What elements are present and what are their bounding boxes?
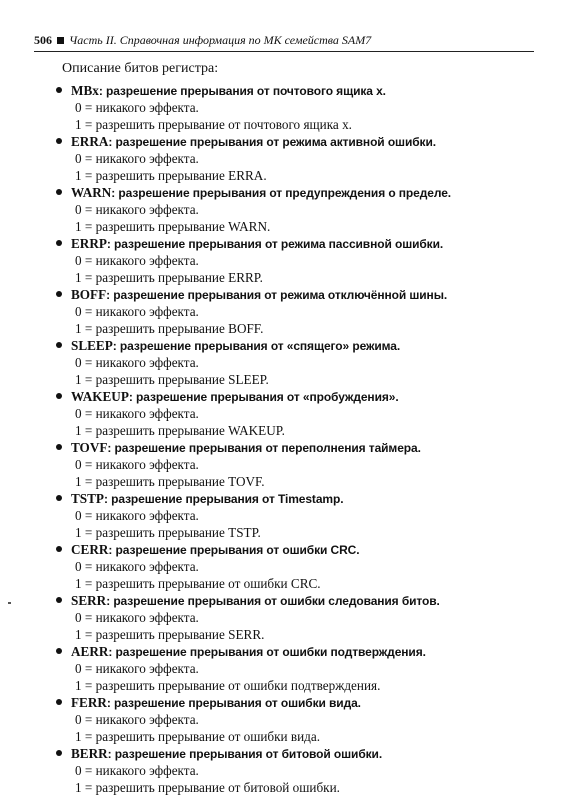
bit-entry-heading <box>56 82 536 100</box>
bit-entry <box>56 541 536 592</box>
bullet-icon <box>56 291 62 297</box>
bit-description: : разрешение прерывания от Timestamp. <box>103 492 344 506</box>
bullet-icon <box>56 597 62 603</box>
bit-value-zero: 0 = никакого эффекта. <box>75 100 199 115</box>
bit-value-zero: 0 = никакого эффекта. <box>75 508 199 523</box>
bit-value-zero: 0 = никакого эффекта. <box>75 712 199 727</box>
header-divider <box>34 51 534 52</box>
bit-entry-heading <box>56 439 536 457</box>
bit-value-zero: 0 = никакого эффекта. <box>75 610 199 625</box>
bit-value-zero: 0 = никакого эффекта. <box>75 559 199 574</box>
header-title: Часть II. Справочная информация по МК семейства SAM7 <box>69 33 372 47</box>
bit-name: MBx <box>71 83 99 98</box>
bit-description: : разрешение прерывания от «спящего» режима. <box>112 339 401 353</box>
bit-value-one: 1 = разрешить прерывание от ошибки подтверждения. <box>75 677 381 693</box>
bit-entry <box>56 439 536 490</box>
bit-entry-heading <box>56 541 536 559</box>
bit-value-one: 1 = разрешить прерывание WAKEUP. <box>75 422 285 438</box>
bit-value-one: 1 = разрешить прерывание TSTP. <box>75 524 261 540</box>
bit-value-one: 1 = разрешить прерывание от ошибки CRC. <box>75 575 321 591</box>
bit-value-zero: 0 = никакого эффекта. <box>75 253 199 268</box>
bit-entry <box>56 286 536 337</box>
bit-entry <box>56 337 536 388</box>
bullet-icon <box>56 189 62 195</box>
section-intro: Описание битов регистра: <box>62 61 219 76</box>
bit-value-zero: 0 = никакого эффекта. <box>75 661 199 676</box>
bit-entry-heading <box>56 745 536 763</box>
bit-name: CERR <box>71 542 109 557</box>
bit-entry <box>56 388 536 439</box>
bullet-icon <box>56 699 62 705</box>
bit-name: SERR <box>71 593 107 608</box>
page-number: 506 <box>34 33 52 47</box>
bit-entry <box>56 592 536 643</box>
bit-value-zero: 0 = никакого эффекта. <box>75 202 199 217</box>
bit-value-one: 1 = разрешить прерывание BOFF. <box>75 320 264 336</box>
bit-name: WAKEUP <box>71 389 129 404</box>
bit-entry-heading <box>56 286 536 304</box>
bullet-icon <box>56 546 62 552</box>
running-header <box>34 33 534 51</box>
bit-entry <box>56 643 536 694</box>
bullet-icon <box>56 342 62 348</box>
bit-value-zero: 0 = никакого эффекта. <box>75 763 199 778</box>
bit-value-one: 1 = разрешить прерывание WARN. <box>75 218 271 234</box>
bit-entry <box>56 82 536 133</box>
bit-name: BERR <box>71 746 108 761</box>
bit-description: : разрешение прерывания от режима пассивной ошибки. <box>106 237 444 251</box>
bullet-icon <box>56 495 62 501</box>
bit-name: TSTP <box>71 491 104 506</box>
bit-value-one: 1 = разрешить прерывание TOVF. <box>75 473 265 489</box>
bit-entry <box>56 184 536 235</box>
bit-description: : разрешение прерывания от почтового ящика x. <box>98 84 386 98</box>
bit-name: BOFF <box>71 287 107 302</box>
bit-entry <box>56 694 536 745</box>
bullet-icon <box>56 444 62 450</box>
bullet-icon <box>56 138 62 144</box>
bit-value-zero: 0 = никакого эффекта. <box>75 151 199 166</box>
bit-description: : разрешение прерывания от переполнения таймера. <box>107 441 421 455</box>
bit-value-one: 1 = разрешить прерывание SLEEP. <box>75 371 269 387</box>
bit-entry-heading <box>56 133 536 151</box>
bit-entry-heading <box>56 643 536 661</box>
bullet-icon <box>56 750 62 756</box>
bit-description: : разрешение прерывания от ошибки вида. <box>106 696 361 710</box>
bit-description: : разрешение прерывания от ошибки подтверждения. <box>108 645 426 659</box>
bit-entry <box>56 235 536 286</box>
bit-name: SLEEP <box>71 338 113 353</box>
bit-name: FERR <box>71 695 107 710</box>
bit-entry-heading <box>56 490 536 508</box>
bit-value-zero: 0 = никакого эффекта. <box>75 457 199 472</box>
bit-entry <box>56 490 536 541</box>
bit-description: : разрешение прерывания от предупреждения о пределе. <box>111 186 452 200</box>
bit-value-one: 1 = разрешить прерывание от ошибки вида. <box>75 728 321 744</box>
bit-name: ERRP <box>71 236 107 251</box>
bit-value-zero: 0 = никакого эффекта. <box>75 355 199 370</box>
bit-description: : разрешение прерывания от режима отключённой шины. <box>106 288 448 302</box>
bit-description-list <box>56 82 536 796</box>
bit-entry <box>56 133 536 184</box>
bit-value-one: 1 = разрешить прерывание от почтового ящика x. <box>75 116 352 132</box>
bit-description: : разрешение прерывания от режима активной ошибки. <box>108 135 436 149</box>
bit-value-zero: 0 = никакого эффекта. <box>75 406 199 421</box>
bit-description: : разрешение прерывания от «пробуждения». <box>128 390 399 404</box>
bit-description: : разрешение прерывания от битовой ошибки. <box>107 747 383 761</box>
margin-speck <box>8 602 11 604</box>
bit-entry-heading <box>56 388 536 406</box>
bullet-icon <box>56 240 62 246</box>
bit-entry-heading <box>56 592 536 610</box>
bit-name: AERR <box>71 644 109 659</box>
bullet-icon <box>56 648 62 654</box>
bit-description: : разрешение прерывания от ошибки следования битов. <box>106 594 440 608</box>
bit-value-one: 1 = разрешить прерывание ERRP. <box>75 269 263 285</box>
bit-name: ERRA <box>71 134 109 149</box>
square-bullet-icon <box>57 37 64 44</box>
bit-entry-heading <box>56 694 536 712</box>
bullet-icon <box>56 87 62 93</box>
bit-name: TOVF <box>71 440 108 455</box>
bit-entry <box>56 745 536 796</box>
bit-value-zero: 0 = никакого эффекта. <box>75 304 199 319</box>
bit-entry-heading <box>56 184 536 202</box>
bullet-icon <box>56 393 62 399</box>
bit-value-one: 1 = разрешить прерывание SERR. <box>75 626 265 642</box>
bit-entry-heading <box>56 337 536 355</box>
bit-entries-container <box>56 82 536 796</box>
bit-name: WARN <box>71 185 112 200</box>
bit-entry-heading <box>56 235 536 253</box>
bit-value-one: 1 = разрешить прерывание от битовой ошибки. <box>75 779 340 795</box>
bit-description: : разрешение прерывания от ошибки CRC. <box>108 543 360 557</box>
bit-value-one: 1 = разрешить прерывание ERRA. <box>75 167 267 183</box>
